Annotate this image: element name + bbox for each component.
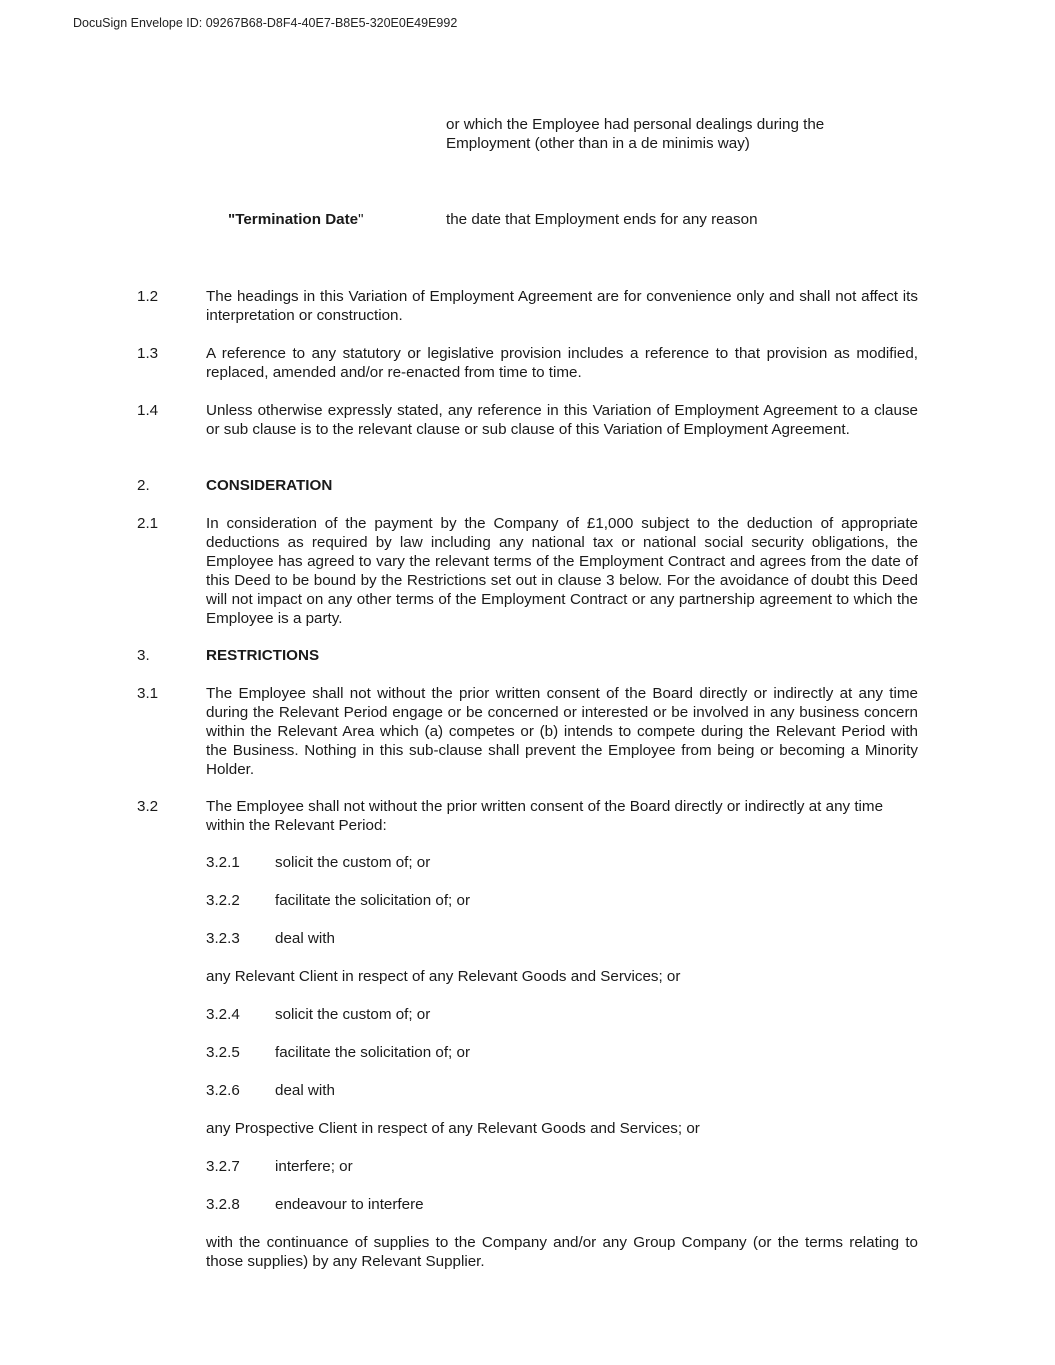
clause-number: 1.4 bbox=[137, 402, 159, 419]
clause-text: The Employee shall not without the prior written consent of the Board directly or indirectly at any time during the Relevant Period engage or be concerned or interested or be involved in any business concern within the Relevant Area which (a) competes or (b) intends to compete during the Relevant Period with the Business. Nothing in this sub-clause shall prevent the Employee from being or becoming a Minority Holder. bbox=[206, 685, 918, 778]
subclause-3-2-2 bbox=[206, 891, 470, 910]
subclause-text: facilitate the solicitation of; or bbox=[275, 892, 471, 909]
subclause-3-2-7 bbox=[206, 1157, 353, 1176]
definition-term bbox=[228, 210, 364, 229]
clause-1-2 bbox=[137, 287, 918, 325]
term-close-quote: " bbox=[358, 211, 364, 228]
subclause-number: 3.2.2 bbox=[206, 892, 240, 909]
definition-continuation: or which the Employee had personal dealings during the Employment (other than in a de minimis way) bbox=[446, 116, 825, 152]
clause-number: 1.3 bbox=[137, 345, 159, 362]
continuation-relevant-client: any Relevant Client in respect of any Relevant Goods and Services; or bbox=[206, 968, 681, 985]
subclause-number: 3.2.1 bbox=[206, 854, 240, 871]
subclause-3-2-8 bbox=[206, 1195, 424, 1214]
subclause-text: interfere; or bbox=[275, 1158, 353, 1175]
subclause-text: solicit the custom of; or bbox=[275, 854, 431, 871]
clause-text: Unless otherwise expressly stated, any reference in this Variation of Employment Agreement to a clause or sub clause is to the relevant clause or sub clause of this Variation of Employment Agreement. bbox=[206, 402, 918, 438]
subclause-text: solicit the custom of; or bbox=[275, 1006, 431, 1023]
subclause-number: 3.2.7 bbox=[206, 1158, 240, 1175]
clause-1-3 bbox=[137, 344, 918, 382]
section-2-heading bbox=[137, 476, 918, 495]
subclause-text: deal with bbox=[275, 1082, 335, 1099]
subclause-number: 3.2.6 bbox=[206, 1082, 240, 1099]
subclause-3-2-5 bbox=[206, 1043, 470, 1062]
clause-text: In consideration of the payment by the Company of £1,000 subject to the deduction of appropriate deductions as required by law including any national tax or national social security obligations, the Employee has agreed to vary the relevant terms of the Employment Contract and agrees from the date of this Deed to be bound by the Restrictions set out in clause 3 below. For the avoidance of doubt this Deed will not impact on any other terms of the Employment Contract or any partnership agreement to which the Employee is a party. bbox=[206, 515, 918, 627]
definition-meaning: the date that Employment ends for any reason bbox=[446, 211, 758, 228]
docusign-envelope-id: DocuSign Envelope ID: 09267B68-D8F4-40E7-B8E5-320E0E49E992 bbox=[73, 16, 458, 30]
clause-text: The Employee shall not without the prior written consent of the Board directly or indirectly at any time within the Relevant Period: bbox=[206, 798, 884, 834]
clause-number: 2.1 bbox=[137, 515, 159, 532]
clause-3-2 bbox=[137, 797, 918, 835]
term-text: Termination Date bbox=[235, 211, 359, 228]
term-open-quote: " bbox=[228, 211, 236, 228]
clause-number: 3.2 bbox=[137, 798, 159, 815]
subclause-number: 3.2.8 bbox=[206, 1196, 240, 1213]
subclause-number: 3.2.5 bbox=[206, 1044, 240, 1061]
section-3-heading bbox=[137, 646, 918, 665]
section-number: 3. bbox=[137, 647, 150, 664]
subclause-text: endeavour to interfere bbox=[275, 1196, 424, 1213]
subclause-3-2-6 bbox=[206, 1081, 335, 1100]
section-heading: RESTRICTIONS bbox=[206, 647, 320, 664]
clause-1-4 bbox=[137, 401, 918, 439]
section-number: 2. bbox=[137, 477, 150, 494]
subclause-text: facilitate the solicitation of; or bbox=[275, 1044, 471, 1061]
subclause-number: 3.2.4 bbox=[206, 1006, 240, 1023]
clause-text: The headings in this Variation of Employment Agreement are for convenience only and shall not affect its interpretation or construction. bbox=[206, 288, 918, 324]
clause-3-1 bbox=[137, 684, 918, 779]
subclause-3-2-4 bbox=[206, 1005, 430, 1024]
subclause-3-2-1 bbox=[206, 853, 430, 872]
section-heading: CONSIDERATION bbox=[206, 477, 333, 494]
clause-number: 3.1 bbox=[137, 685, 159, 702]
clause-2-1 bbox=[137, 514, 918, 628]
subclause-number: 3.2.3 bbox=[206, 930, 240, 947]
continuation-relevant-supplier: with the continuance of supplies to the Company and/or any Group Company (or the terms relating to those supplies) by any Relevant Supplier. bbox=[206, 1234, 918, 1270]
subclause-text: deal with bbox=[275, 930, 335, 947]
subclause-3-2-3 bbox=[206, 929, 335, 948]
clause-text: A reference to any statutory or legislative provision includes a reference to that provision as modified, replaced, amended and/or re-enacted from time to time. bbox=[206, 345, 918, 381]
clause-number: 1.2 bbox=[137, 288, 159, 305]
continuation-prospective-client: any Prospective Client in respect of any Relevant Goods and Services; or bbox=[206, 1120, 700, 1137]
